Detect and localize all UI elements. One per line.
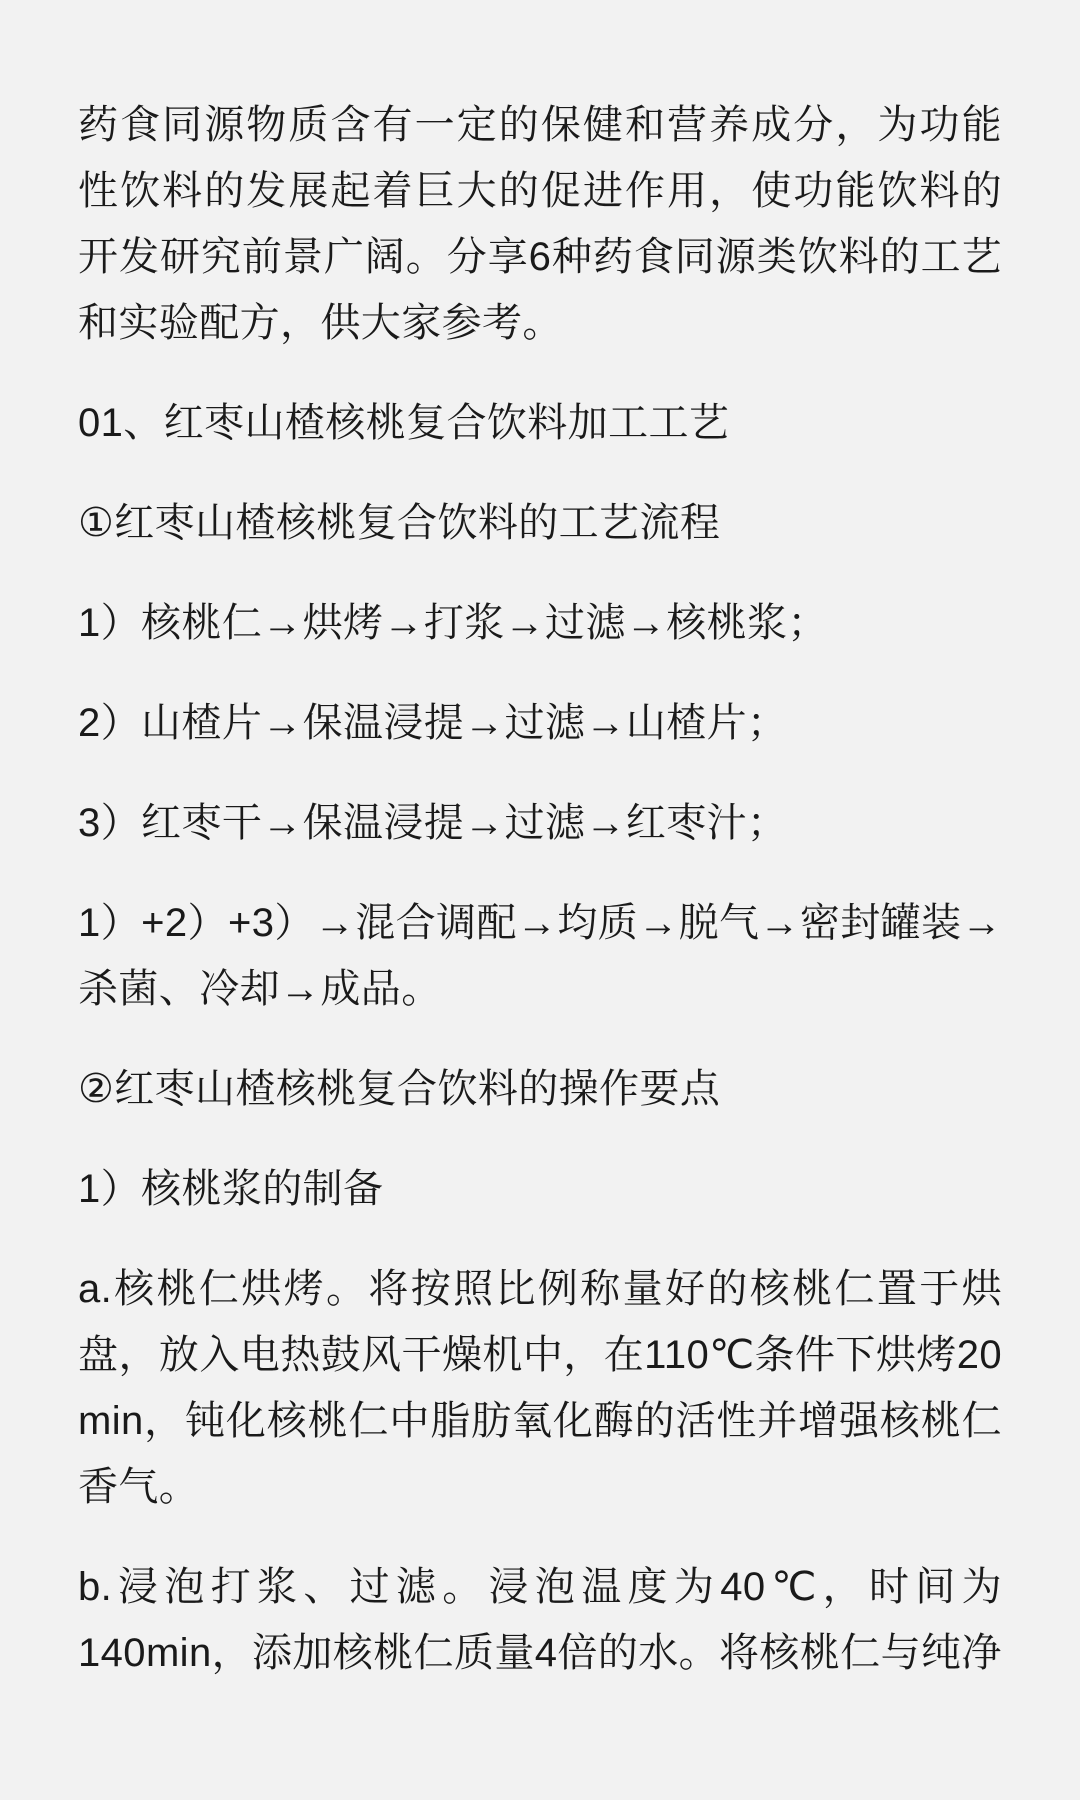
process-step-combined: 1）+2）+3）→混合调配→均质→脱气→密封罐装→杀菌、冷却→成品。 — [78, 901, 1002, 1011]
subsection-heading-operation-points: ②红枣山楂核桃复合饮料的操作要点 — [78, 1067, 721, 1111]
process-step-2: 2）山楂片→保温浸提→过滤→山楂片； — [78, 701, 788, 745]
process-step-3: 3）红枣干→保温浸提→过滤→红枣汁； — [78, 801, 788, 845]
subsection-heading-process-flow: ①红枣山楂核桃复合饮料的工艺流程 — [78, 501, 721, 545]
paragraph-intro: 药食同源物质含有一定的保健和营养成分，为功能性饮料的发展起着巨大的促进作用，使功能饮料的开发研究前景广阔。分享6种药食同源类饮料的工艺和实验配方，供大家参考。 — [78, 103, 1002, 345]
operation-point-1: 1）核桃浆的制备 — [78, 1167, 384, 1211]
section-heading-01: 01、红枣山楂核桃复合饮料加工工艺 — [78, 401, 730, 445]
process-step-1: 1）核桃仁→烘烤→打浆→过滤→核桃浆； — [78, 601, 828, 645]
article-body — [78, 92, 1002, 1686]
operation-point-1a: a.核桃仁烘烤。将按照比例称量好的核桃仁置于烘盘，放入电热鼓风干燥机中，在110℃条件下烘烤20 min，钝化核桃仁中脂肪氧化酶的活性并增强核桃仁香气。 — [78, 1267, 1002, 1509]
operation-point-1b: b.浸泡打浆、过滤。浸泡温度为40℃，时间为140min，添加核桃仁质量4倍的水。将核桃仁与纯净 — [78, 1565, 1002, 1675]
